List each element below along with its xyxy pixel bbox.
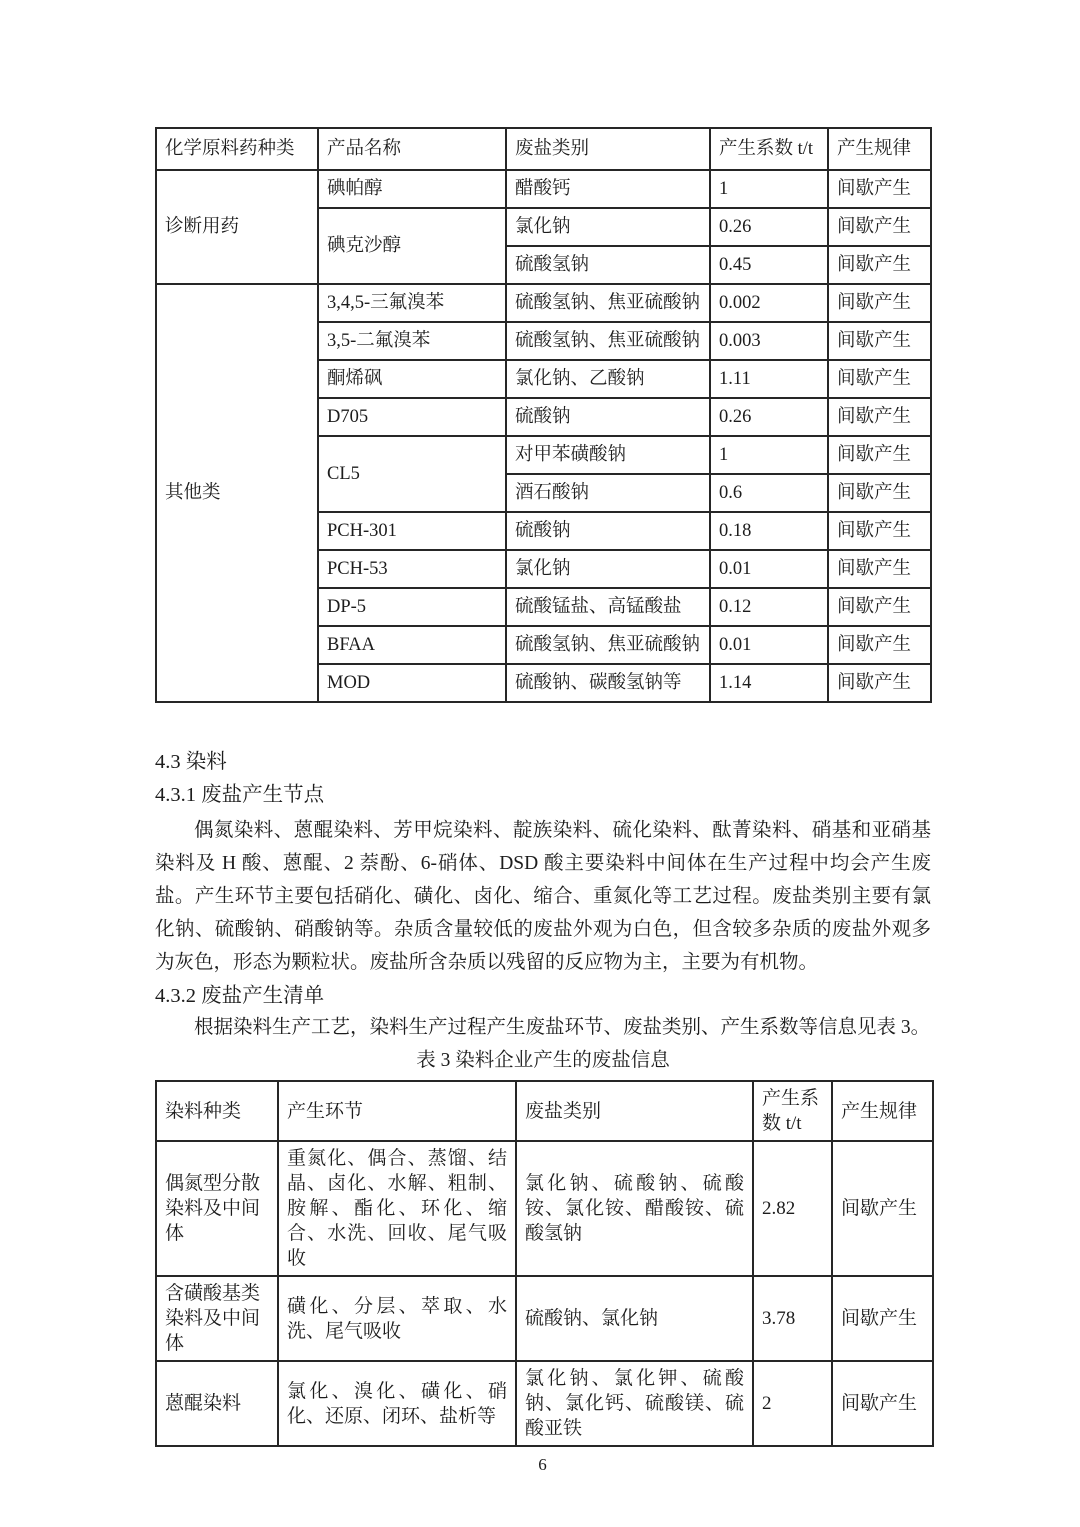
pattern-cell: 间歇产生 [828,512,931,550]
pattern-cell: 间歇产生 [828,474,931,512]
pattern-cell: 间歇产生 [828,246,931,284]
product-cell: MOD [318,664,506,702]
header-cell-category: 化学原料药种类 [156,128,318,170]
coef-cell: 0.6 [710,474,828,512]
coef-cell: 0.26 [710,208,828,246]
coef-cell: 0.01 [710,550,828,588]
pattern-cell: 间歇产生 [828,588,931,626]
paragraph-waste-salt-nodes: 偶氮染料、蒽醌染料、芳甲烷染料、靛族染料、硫化染料、酞菁染料、硝基和亚硝基染料及 H 酸、蒽醌、2 萘酚、6-硝体、DSD 酸主要染料中间体在生产过程中均会产生废盐。产生环节主要包括硝化、磺化、卤化、缩合、重氮化等工艺过程。废盐类别主要有氯化钠、硫酸钠、硝酸钠等。杂质含量较低的废盐外观为白色，但含较多杂质的废盐外观多为灰色，形态为颗粒状。废盐所含杂质以残留的反应物为主，主要为有机物。 [155,820,931,973]
product-cell: DP-5 [318,588,506,626]
salt-cell: 氯化钠 [506,208,710,246]
product-cell: 3,5-二氟溴苯 [318,322,506,360]
stage-cell: 磺化、分层、萃取、水洗、尾气吸收 [278,1276,516,1361]
table-header-row [156,1081,933,1141]
page-number: 6 [538,1455,547,1474]
pattern-cell: 间歇产生 [828,398,931,436]
header-cell-dye-type: 染料种类 [156,1081,278,1141]
header-cell-coef: 产生系数 t/t [710,128,828,170]
coef-cell: 1.14 [710,664,828,702]
product-cell: PCH-53 [318,550,506,588]
salt-cell: 对甲苯磺酸钠 [506,436,710,474]
pattern-cell: 间歇产生 [828,664,931,702]
coef-cell: 1 [710,436,828,474]
header-cell-coef: 产生系数 t/t [753,1081,832,1141]
pattern-cell: 间歇产生 [828,626,931,664]
salt-cell: 硫酸氢钠、焦亚硫酸钠 [506,626,710,664]
salt-cell: 硫酸钠 [506,398,710,436]
coef-cell: 3.78 [753,1276,832,1361]
product-cell: BFAA [318,626,506,664]
pattern-cell: 间歇产生 [828,208,931,246]
pattern-cell: 间歇产生 [828,436,931,474]
salt-cell: 硫酸氢钠、焦亚硫酸钠 [506,284,710,322]
dye-waste-salt-table [155,1080,934,1447]
product-cell: PCH-301 [318,512,506,550]
header-cell-product: 产品名称 [318,128,506,170]
product-cell: 碘克沙醇 [318,208,506,284]
pattern-cell: 间歇产生 [828,360,931,398]
header-cell-stage: 产生环节 [278,1081,516,1141]
salt-cell: 氯化钠、氯化钾、硫酸钠、氯化钙、硫酸镁、硫酸亚铁 [516,1361,753,1446]
product-cell: 3,4,5-三氟溴苯 [318,284,506,322]
pattern-cell: 间歇产生 [828,170,931,208]
salt-cell: 硫酸钠 [506,512,710,550]
pattern-cell: 间歇产生 [832,1276,933,1361]
coef-cell: 0.18 [710,512,828,550]
dye-type-cell: 蒽醌染料 [156,1361,278,1446]
coef-cell: 0.26 [710,398,828,436]
product-cell: 酮烯砜 [318,360,506,398]
section-heading-4-3: 4.3 染料 [155,751,227,773]
dye-type-cell: 含磺酸基类染料及中间体 [156,1276,278,1361]
coef-cell: 1 [710,170,828,208]
coef-cell: 0.002 [710,284,828,322]
table3-caption: 表 3 染料企业产生的废盐信息 [416,1050,670,1071]
header-cell-pattern: 产生规律 [832,1081,933,1141]
stage-cell: 重氮化、偶合、蒸馏、结晶、卤化、水解、粗制、胺解、酯化、环化、缩合、水洗、回收、尾气吸收 [278,1141,516,1276]
coef-cell: 1.11 [710,360,828,398]
salt-cell: 硫酸氢钠、焦亚硫酸钠 [506,322,710,360]
table-header-row [156,128,931,170]
header-cell-pattern: 产生规律 [828,128,931,170]
pattern-cell: 间歇产生 [828,284,931,322]
salt-cell: 氯化钠、乙酸钠 [506,360,710,398]
dye-type-cell: 偶氮型分散染料及中间体 [156,1141,278,1276]
pharma-waste-salt-table [155,127,932,703]
paragraph-table3-intro: 根据染料生产工艺，染料生产过程产生废盐环节、废盐类别、产生系数等信息见表 3。 [194,1017,931,1038]
section-heading-4-3-1: 4.3.1 废盐产生节点 [155,784,325,806]
coef-cell: 0.003 [710,322,828,360]
salt-cell: 氯化钠 [506,550,710,588]
table-row [156,1141,933,1276]
header-cell-salt: 废盐类别 [516,1081,753,1141]
salt-cell: 硫酸钠、碳酸氢钠等 [506,664,710,702]
table-row [156,1276,933,1361]
salt-cell: 氯化钠、硫酸钠、硫酸铵、氯化铵、醋酸铵、硫酸氢钠 [516,1141,753,1276]
category-cell: 其他类 [156,284,318,702]
pattern-cell: 间歇产生 [832,1141,933,1276]
coef-cell: 2 [753,1361,832,1446]
pattern-cell: 间歇产生 [828,322,931,360]
page-content [155,127,931,1475]
category-cell: 诊断用药 [156,170,318,284]
coef-cell: 2.82 [753,1141,832,1276]
salt-cell: 硫酸氢钠 [506,246,710,284]
table-row [156,1361,933,1446]
salt-cell: 硫酸钠、氯化钠 [516,1276,753,1361]
pattern-cell: 间歇产生 [832,1361,933,1446]
product-cell: CL5 [318,436,506,512]
coef-cell: 0.45 [710,246,828,284]
pattern-cell: 间歇产生 [828,550,931,588]
salt-cell: 硫酸锰盐、高锰酸盐 [506,588,710,626]
stage-cell: 氯化、溴化、磺化、硝化、还原、闭环、盐析等 [278,1361,516,1446]
product-cell: 碘帕醇 [318,170,506,208]
salt-cell: 酒石酸钠 [506,474,710,512]
table-row [156,284,931,322]
coef-cell: 0.01 [710,626,828,664]
product-cell: D705 [318,398,506,436]
table-row [156,170,931,208]
header-cell-salt: 废盐类别 [506,128,710,170]
section-heading-4-3-2: 4.3.2 废盐产生清单 [155,985,325,1007]
salt-cell: 醋酸钙 [506,170,710,208]
coef-cell: 0.12 [710,588,828,626]
